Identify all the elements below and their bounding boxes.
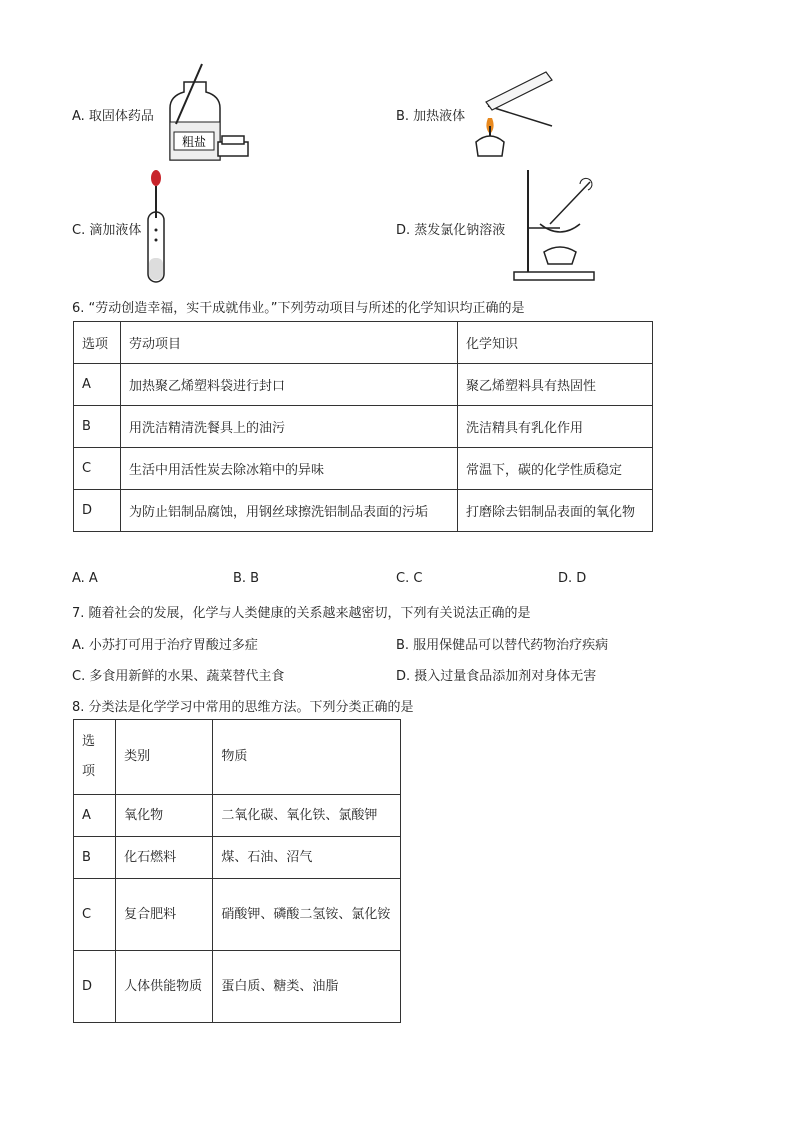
header-cell: 选项 bbox=[74, 322, 121, 364]
q5-option-c: C. 滴加液体 bbox=[72, 223, 142, 238]
q5-option-a: A. 取固体药品 bbox=[72, 109, 154, 124]
header-cell: 选项 bbox=[74, 720, 116, 795]
table-cell: 化石燃料 bbox=[116, 837, 213, 879]
q5-option-d: D. 蒸发氯化钠溶液 bbox=[396, 223, 506, 238]
jar-label: 粗盐 bbox=[181, 135, 207, 149]
table-cell: B bbox=[74, 837, 116, 879]
table-row bbox=[74, 795, 401, 837]
table-cell: C bbox=[74, 448, 121, 490]
table-cell: 复合肥料 bbox=[116, 879, 213, 951]
dropper-test-tube-figure bbox=[140, 168, 172, 286]
table-cell: D bbox=[74, 951, 116, 1023]
table-cell: B bbox=[74, 406, 121, 448]
table-cell: A bbox=[74, 364, 121, 406]
table-row bbox=[74, 951, 401, 1023]
q7-choice-b: B. 服用保健品可以替代药物治疗疾病 bbox=[396, 638, 609, 653]
header-cell: 劳动项目 bbox=[121, 322, 458, 364]
table-row bbox=[74, 448, 653, 490]
table-cell: D bbox=[74, 490, 121, 532]
table-row bbox=[74, 490, 653, 532]
table-cell: 人体供能物质 bbox=[116, 951, 213, 1023]
q6-choice-b: B. B bbox=[233, 571, 260, 586]
q6-choice-d: D. D bbox=[558, 571, 587, 586]
table-cell: 煤、石油、沼气 bbox=[213, 837, 401, 879]
header-cell: 化学知识 bbox=[458, 322, 653, 364]
q6-choice-c: C. C bbox=[396, 571, 423, 586]
table-cell: 聚乙烯塑料具有热固性 bbox=[458, 364, 653, 406]
table-cell: 用洗洁精清洗餐具上的油污 bbox=[121, 406, 458, 448]
q8-stem: 8. 分类法是化学学习中常用的思维方法。下列分类正确的是 bbox=[72, 700, 414, 715]
table-cell: 打磨除去铝制品表面的氧化物 bbox=[458, 490, 653, 532]
heating-liquid-figure bbox=[468, 66, 558, 162]
q7-choice-d: D. 摄入过量食品添加剂对身体无害 bbox=[396, 669, 597, 684]
table-header-row bbox=[74, 720, 401, 795]
q6-table bbox=[73, 321, 653, 532]
table-cell: 常温下，碳的化学性质稳定 bbox=[458, 448, 653, 490]
header-cell: 物质 bbox=[213, 720, 401, 795]
header-cell: 类别 bbox=[116, 720, 213, 795]
table-cell: 为防止铝制品腐蚀，用钢丝球擦洗铝制品表面的污垢 bbox=[121, 490, 458, 532]
table-row bbox=[74, 406, 653, 448]
table-cell: C bbox=[74, 879, 116, 951]
table-cell: 洗洁精具有乳化作用 bbox=[458, 406, 653, 448]
q6-stem: 6. “劳动创造幸福，实干成就伟业。”下列劳动项目与所述的化学知识均正确的是 bbox=[72, 301, 525, 316]
table-row bbox=[74, 837, 401, 879]
table-row bbox=[74, 879, 401, 951]
table-cell: A bbox=[74, 795, 116, 837]
table-cell: 硝酸钾、磷酸二氢铵、氯化铵 bbox=[213, 879, 401, 951]
table-cell: 加热聚乙烯塑料袋进行封口 bbox=[121, 364, 458, 406]
q7-choice-c: C. 多食用新鲜的水果、蔬菜替代主食 bbox=[72, 669, 285, 684]
table-row bbox=[74, 364, 653, 406]
q5-option-b: B. 加热液体 bbox=[396, 109, 466, 124]
table-cell: 生活中用活性炭去除冰箱中的异味 bbox=[121, 448, 458, 490]
table-cell: 蛋白质、糖类、油脂 bbox=[213, 951, 401, 1023]
evaporation-setup-figure bbox=[510, 168, 598, 284]
q7-choice-a: A. 小苏打可用于治疗胃酸过多症 bbox=[72, 638, 258, 653]
q6-choice-a: A. A bbox=[72, 571, 98, 586]
q8-table bbox=[73, 719, 401, 1023]
table-cell: 二氧化碳、氧化铁、氯酸钾 bbox=[213, 795, 401, 837]
table-cell: 氧化物 bbox=[116, 795, 213, 837]
table-header-row bbox=[74, 322, 653, 364]
q7-stem: 7. 随着社会的发展，化学与人类健康的关系越来越密切，下列有关说法正确的是 bbox=[72, 606, 531, 621]
solid-reagent-jar-figure bbox=[160, 62, 252, 166]
